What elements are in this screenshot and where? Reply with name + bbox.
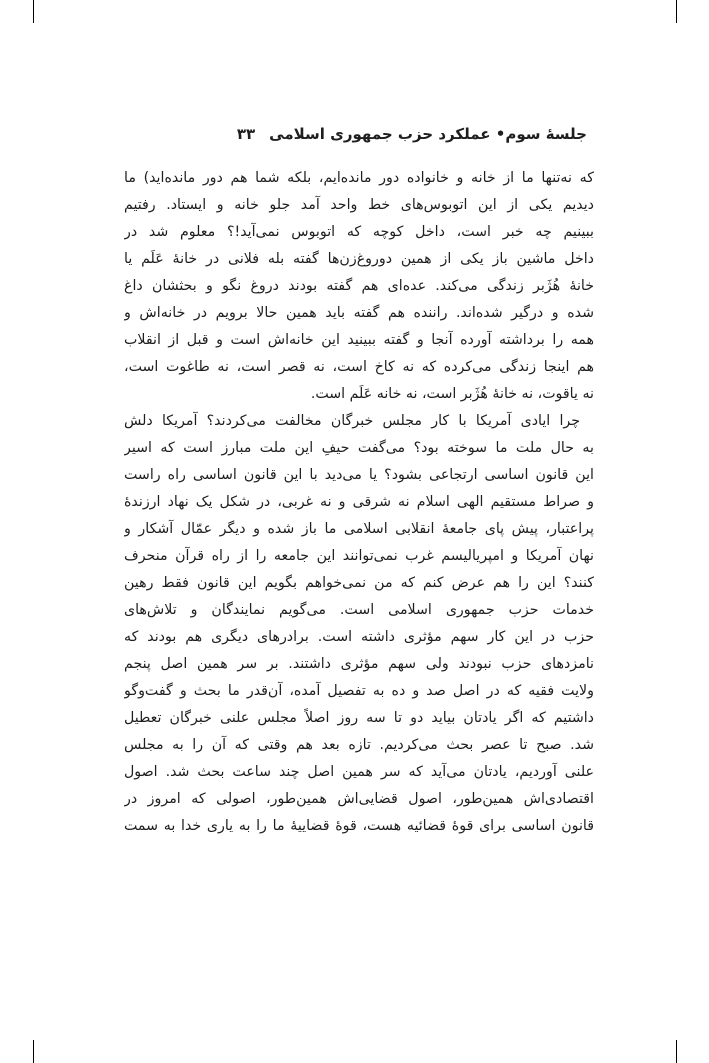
- chapter-title: جلسهٔ سوم• عملکرد حزب جمهوری اسلامی: [269, 125, 587, 143]
- crop-mark-bottom-left: [33, 1040, 34, 1063]
- text-line: اقتصادی‌اش همین‌طور، اصول قضایی‌اش همین‌طور، اصولی که امروز در: [124, 791, 594, 807]
- text-line: همه را برداشته آورده آنجا و گفته ببینید این خانه‌اش است و قبل از انقلاب: [124, 332, 594, 348]
- page-number: ۳۳: [236, 125, 256, 143]
- text-line: که نه‌تنها ما از خانه و خانواده دور مانده‌ایم، بلکه شما هم دور مانده‌اید) ما: [124, 170, 594, 186]
- running-head: [107, 124, 587, 144]
- text-line: داشتیم که اگر یادتان بیاید دو تا سه روز اصلاً مجلس علنی خبرگان تعطیل: [124, 710, 594, 726]
- text-line: و صراط مستقیم الهی اسلام نه شرقی و نه غربی، در شکل یک نهاد ارزندهٔ: [124, 494, 594, 510]
- text-line: نهان آمریکا و امپریالیسم غرب نمی‌توانند این جامعه را از راه قرآن منحرف: [124, 548, 594, 564]
- text-line: ببینیم چه خبر است، داخل کوچه که اتوبوس نمی‌آید!؟ معلوم شد در: [124, 224, 594, 240]
- body-text: [124, 165, 594, 840]
- crop-mark-top-left: [33, 0, 34, 23]
- text-line: علنی آوردیم، یادتان می‌آید که سر همین اصل چند ساعت بحث شد. اصول: [124, 764, 594, 780]
- text-line: هم اینجا زندگی می‌کرده که نه کاخ است، نه قصر است، نه طاغوت است،: [124, 359, 594, 375]
- text-line: قانون اساسی برای قوهٔ قضائیه هست، قوهٔ قضاییهٔ ما را به یاری خدا به سمت: [124, 818, 594, 834]
- text-line: ولایت فقیه که در اصل صد و ده به تفصیل آمده، آن‌قدر ما بحث و گفت‌وگو: [124, 683, 594, 699]
- crop-mark-bottom-right: [676, 1040, 677, 1063]
- text-line: شد. صبح تا عصر بحث می‌کردیم. تازه بعد هم وقتی که آن را به مجلس: [124, 737, 594, 753]
- text-line: چرا ایادی آمریکا با کار مجلس خبرگان مخالفت می‌کردند؟ آمریکا دلش: [124, 413, 580, 429]
- text-line: به حال ملت ما سوخته بود؟ می‌گفت حیفِ این ملت مبارز است که اسیر: [124, 440, 594, 456]
- text-line: این قانون اساسی ارتجاعی بشود؟ یا می‌دید با این قانون اساسی راه راست: [124, 467, 594, 483]
- text-line: نامزدهای حزب نبودند ولی سهم مؤثری داشتند. بر سر همین اصل پنجم: [124, 656, 594, 672]
- text-line: داخل ماشین باز یکی از همین دوروغ‌زن‌ها گفته بله فلانی در خانهٔ عَلَم یا: [124, 251, 594, 267]
- text-line: خانهٔ هُژَبر زندگی می‌کند. عده‌ای هم گفته بودند دروغ نگو و بحثشان داغ: [124, 278, 594, 294]
- text-line: خدمات حزب جمهوری اسلامی است. می‌گویم نمایندگان و تلاش‌های: [124, 602, 594, 618]
- text-line: پراعتبار، پیش پای جامعهٔ انقلابی اسلامی ما باز شده و دیگر عمّال آشکار و: [124, 521, 594, 537]
- text-line: حزب در این کار سهم مؤثری داشته است. برادرهای دیگری هم بودند که: [124, 629, 594, 645]
- text-line: شده و درگیر شده‌اند. راننده هم گفته باید همین حالا برویم در خانه‌اش و: [124, 305, 594, 321]
- text-line: دیدیم یکی از این اتوبوس‌های خط واحد آمد جلو خانه و ایستاد. رفتیم: [124, 197, 594, 213]
- crop-mark-top-right: [676, 0, 677, 23]
- text-line: نه یاقوت، نه خانهٔ هُژَبر است، نه خانه عَلَم است.: [310, 386, 594, 402]
- text-line: کنند؟ این را هم عرض کنم که من نمی‌خواهم بگویم این قانون فقط رهین: [124, 575, 594, 591]
